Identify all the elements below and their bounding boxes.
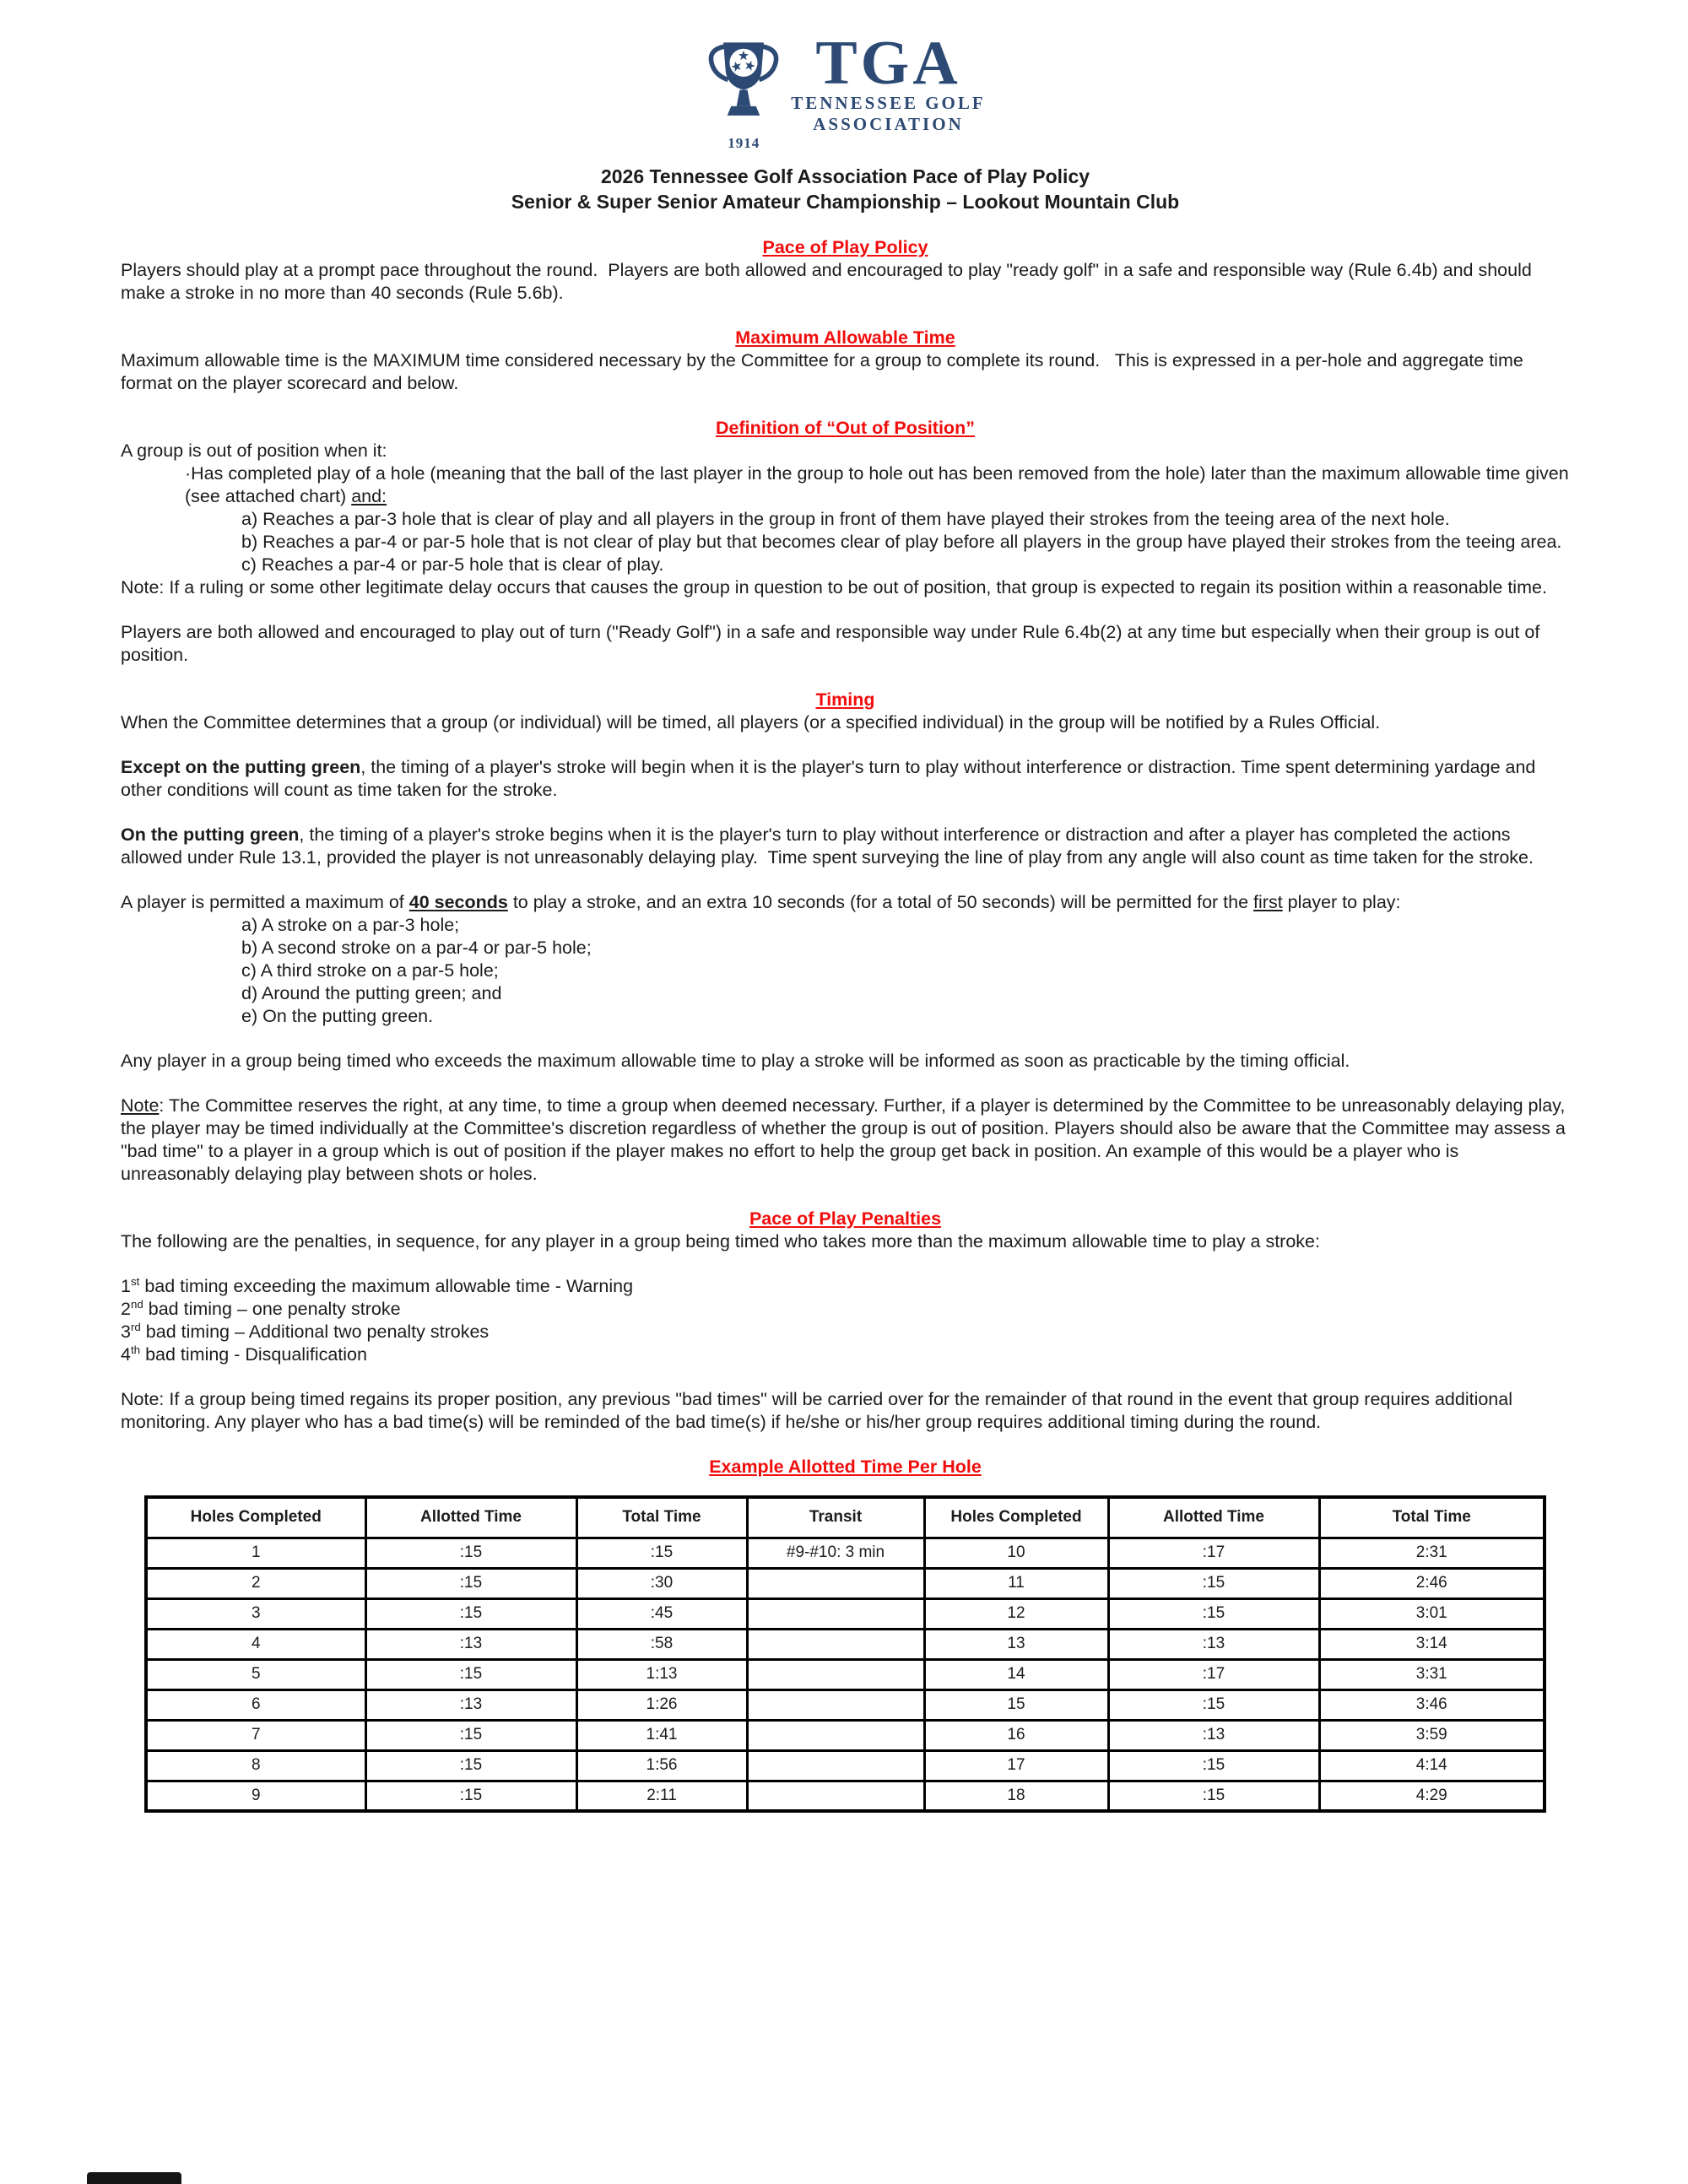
table-row — [146, 1538, 1545, 1568]
table-cell: :15 — [1108, 1568, 1319, 1598]
table-cell: :15 — [1108, 1750, 1319, 1781]
table-cell: 5 — [146, 1659, 365, 1689]
paragraph-max-time: Maximum allowable time is the MAXIMUM time considered necessary by the Committee for a group to complete its round. This is expressed in a per-hole and aggregate time format on the player scorecard and below. — [121, 350, 1528, 393]
col-header-total-time-back: Total Time — [1319, 1497, 1545, 1538]
table-cell: 14 — [924, 1659, 1108, 1689]
penalty-1-ordinal: 1 — [121, 1276, 131, 1296]
table-cell: 9 — [146, 1781, 365, 1811]
table-cell: :15 — [365, 1538, 576, 1568]
table-cell: :17 — [1108, 1538, 1319, 1568]
table-cell: 2:31 — [1319, 1538, 1545, 1568]
penalty-3-text: bad timing – Additional two penalty strokes — [140, 1322, 490, 1342]
table-row — [146, 1781, 1545, 1811]
section-heading-example-allotted-time: Example Allotted Time Per Hole — [709, 1457, 982, 1477]
committee-note-label: Note — [121, 1095, 160, 1116]
table-cell — [747, 1750, 924, 1781]
on-putting-green-bold: On the putting green — [121, 824, 300, 845]
logo-year: 1914 — [728, 135, 760, 151]
table-cell: 1:13 — [576, 1659, 747, 1689]
table-cell: #9-#10: 3 min — [747, 1538, 924, 1568]
penalty-3-sup: rd — [130, 1320, 141, 1333]
section-heading-penalties: Pace of Play Penalties — [749, 1208, 942, 1229]
allotted-time-table-head — [146, 1497, 1545, 1538]
table-cell — [747, 1568, 924, 1598]
list-item-stroke-a: a) A stroke on a par-3 hole; — [241, 915, 460, 935]
penalty-1-text: bad timing exceeding the maximum allowable time - Warning — [139, 1276, 634, 1296]
allotted-time-table — [144, 1495, 1546, 1813]
tga-logo-inner — [705, 29, 986, 152]
table-cell: 1 — [146, 1538, 365, 1568]
oop-bullet-and: and: — [351, 486, 387, 506]
table-cell: :30 — [576, 1568, 747, 1598]
doc-title-line2: Senior & Super Senior Amateur Championship – Lookout Mountain Club — [511, 191, 1180, 213]
org-name-line1: TENNESSEE GOLF — [791, 93, 986, 113]
penalty-4-sup: th — [130, 1343, 141, 1356]
table-cell: :15 — [1108, 1781, 1319, 1811]
except-putting-green-bold: Except on the putting green — [121, 757, 361, 777]
table-row — [146, 1689, 1545, 1720]
paragraph-oop-bullet — [121, 462, 1574, 508]
table-cell: 2:11 — [576, 1781, 747, 1811]
allotted-time-table-wrap — [121, 1495, 1570, 1813]
table-cell: 2:46 — [1319, 1568, 1545, 1598]
col-header-total-time-front: Total Time — [576, 1497, 747, 1538]
table-cell: :45 — [576, 1598, 747, 1629]
table-cell — [747, 1720, 924, 1750]
logo-text-column — [791, 29, 986, 135]
next-page-edge-artifact — [87, 2172, 181, 2184]
except-putting-green-rest: , the timing of a player's stroke will begin when it is the player's turn to play without interference or distraction. Time spent determining yardage and other conditions will count as time taken for the stroke. — [121, 757, 1541, 800]
trophy-column — [705, 34, 782, 152]
table-row — [146, 1659, 1545, 1689]
penalty-4-ordinal: 4 — [121, 1344, 131, 1365]
table-cell: 4:29 — [1319, 1781, 1545, 1811]
col-header-holes-completed-back: Holes Completed — [924, 1497, 1108, 1538]
penalty-2-text: bad timing – one penalty stroke — [143, 1299, 401, 1319]
table-cell — [747, 1781, 924, 1811]
table-cell: 2 — [146, 1568, 365, 1598]
oop-bullet-text: ·Has completed play of a hole (meaning that the ball of the last player in the group to hole out has been removed from the hole) later than the maximum allowable time given (see attached chart) — [185, 463, 1574, 506]
col-header-allotted-time-front: Allotted Time — [365, 1497, 576, 1538]
table-cell: 16 — [924, 1720, 1108, 1750]
table-cell — [747, 1598, 924, 1629]
table-cell: :15 — [365, 1781, 576, 1811]
table-row — [146, 1629, 1545, 1659]
list-item-stroke-d: d) Around the putting green; and — [241, 983, 502, 1003]
table-cell: 3:14 — [1319, 1629, 1545, 1659]
paragraph-penalties-intro: The following are the penalties, in sequence, for any player in a group being timed who takes more than the maximum allowable time to play a stroke: — [121, 1231, 1320, 1251]
table-cell: :58 — [576, 1629, 747, 1659]
table-cell: 3:59 — [1319, 1720, 1545, 1750]
table-cell: :13 — [1108, 1629, 1319, 1659]
table-cell: 11 — [924, 1568, 1108, 1598]
table-cell: 3:46 — [1319, 1689, 1545, 1720]
paragraph-timing-notify: When the Committee determines that a group (or individual) will be timed, all players (or a specified individual) in the group will be notified by a Rules Official. — [121, 712, 1381, 733]
trophy-base — [728, 106, 760, 116]
forty-pre: A player is permitted a maximum of — [121, 892, 409, 912]
table-cell: 4 — [146, 1629, 365, 1659]
table-cell: :13 — [365, 1689, 576, 1720]
paragraph-oop-intro: A group is out of position when it: — [121, 441, 387, 461]
list-item-stroke-c: c) A third stroke on a par-5 hole; — [241, 960, 499, 981]
on-putting-green-rest: , the timing of a player's stroke begins when it is the player's turn to play without interference or distraction and after a player has completed the actions allowed under Rule 13.1, provided the player is not unreasonably delaying play. Time spent surveying the line of play from any angle will also count as time taken for the stroke. — [121, 824, 1534, 868]
table-cell: 8 — [146, 1750, 365, 1781]
table-cell: 10 — [924, 1538, 1108, 1568]
paragraph-40-seconds — [121, 891, 1570, 914]
col-header-transit: Transit — [747, 1497, 924, 1538]
paragraph-exceeds-informed: Any player in a group being timed who exceeds the maximum allowable time to play a stroke will be informed as soon as practicable by the timing official. — [121, 1051, 1350, 1071]
table-header-row — [146, 1497, 1545, 1538]
list-item-oop-a: a) Reaches a par-3 hole that is clear of play and all players in the group in front of them have played their strokes from the teeing area of the next hole. — [241, 509, 1450, 529]
paragraph-committee-note — [121, 1095, 1570, 1186]
trophy-stem — [737, 90, 751, 106]
paragraph-policy: Players should play at a prompt pace throughout the round. Players are both allowed and encouraged to play "ready golf" in a safe and responsible way (Rule 6.4b) and should make a stroke in no more than 40 seconds (Rule 5.6b). — [121, 260, 1537, 303]
table-cell: 3:31 — [1319, 1659, 1545, 1689]
table-cell: 17 — [924, 1750, 1108, 1781]
table-cell: :15 — [365, 1750, 576, 1781]
section-heading-pace-of-play-policy: Pace of Play Policy — [762, 237, 928, 257]
penalty-item-2 — [121, 1298, 1570, 1321]
penalty-2-ordinal: 2 — [121, 1299, 131, 1319]
table-cell — [747, 1689, 924, 1720]
table-cell: :15 — [1108, 1598, 1319, 1629]
paragraph-on-putting-green — [121, 824, 1570, 869]
list-item-stroke-e: e) On the putting green. — [241, 1006, 434, 1026]
table-cell: :13 — [1108, 1720, 1319, 1750]
penalty-item-1 — [121, 1275, 1570, 1298]
doc-title-line1: 2026 Tennessee Golf Association Pace of Play Policy — [600, 165, 1090, 187]
col-header-allotted-time-back: Allotted Time — [1108, 1497, 1319, 1538]
penalty-item-4 — [121, 1343, 1570, 1366]
list-item-oop-c: c) Reaches a par-4 or par-5 hole that is clear of play. — [241, 554, 664, 575]
trophy-icon — [705, 34, 782, 137]
tga-logo — [121, 29, 1570, 152]
paragraph-penalties-note: Note: If a group being timed regains its proper position, any previous "bad times" will be carried over for the remainder of that round in the event that group requires additional monitoring. Any player who has a bad time(s) will be reminded of the bad time(s) if he/she or his/her group requires additional timing during the round. — [121, 1389, 1518, 1432]
table-cell: 15 — [924, 1689, 1108, 1720]
table-cell: 7 — [146, 1720, 365, 1750]
first-underline: first — [1253, 892, 1283, 912]
section-heading-maximum-allowable-time: Maximum Allowable Time — [735, 327, 955, 348]
list-item-stroke-b: b) A second stroke on a par-4 or par-5 hole; — [241, 938, 592, 958]
table-cell: 1:26 — [576, 1689, 747, 1720]
org-name-line2: ASSOCIATION — [813, 114, 964, 134]
table-cell: 13 — [924, 1629, 1108, 1659]
table-cell: :15 — [365, 1659, 576, 1689]
allotted-time-table-body — [146, 1538, 1545, 1811]
paragraph-except-putting-green — [121, 756, 1570, 802]
forty-post: player to play: — [1282, 892, 1401, 912]
penalty-3-ordinal: 3 — [121, 1322, 131, 1342]
table-cell: :15 — [365, 1568, 576, 1598]
forty-mid: to play a stroke, and an extra 10 seconds (for a total of 50 seconds) will be permitted for the — [507, 892, 1254, 912]
col-header-holes-completed-front: Holes Completed — [146, 1497, 365, 1538]
committee-note-rest: : The Committee reserves the right, at any time, to time a group when deemed necessary. Further, if a player is determined by the Committee to be unreasonably delaying play, the player may be timed individually at the Committee's discretion regardless of whether the group is out of position. Players should also be aware that the Committee may assess a "bad time" to a player in a group which is out of position if the player makes no effort to help the group get back in position. An example of this would be a player who is unreasonably delaying play between shots or holes. — [121, 1095, 1571, 1184]
table-row — [146, 1750, 1545, 1781]
table-row — [146, 1720, 1545, 1750]
list-item-oop-b: b) Reaches a par-4 or par-5 hole that is not clear of play but that becomes clear of play before all players in the group have played their strokes from the teeing area. — [241, 532, 1562, 552]
section-heading-timing: Timing — [815, 689, 875, 710]
section-heading-out-of-position: Definition of “Out of Position” — [716, 418, 975, 438]
table-cell: :15 — [1108, 1689, 1319, 1720]
table-row — [146, 1598, 1545, 1629]
table-cell: 3:01 — [1319, 1598, 1545, 1629]
table-cell — [747, 1659, 924, 1689]
table-cell — [747, 1629, 924, 1659]
table-cell: :13 — [365, 1629, 576, 1659]
penalty-2-sup: nd — [130, 1297, 143, 1311]
table-cell: :15 — [365, 1598, 576, 1629]
penalty-1-sup: st — [130, 1274, 140, 1288]
table-cell: 1:41 — [576, 1720, 747, 1750]
paragraph-ready-golf: Players are both allowed and encouraged to play out of turn ("Ready Golf") in a safe and responsible way under Rule 6.4b(2) at any time but especially when their group is out of position. — [121, 622, 1545, 665]
penalty-4-text: bad timing - Disqualification — [140, 1344, 367, 1365]
table-cell: :15 — [576, 1538, 747, 1568]
table-cell: 1:56 — [576, 1750, 747, 1781]
table-cell: 18 — [924, 1781, 1108, 1811]
org-name-abbrev: TGA — [815, 29, 961, 98]
table-cell: 12 — [924, 1598, 1108, 1629]
table-cell: :17 — [1108, 1659, 1319, 1689]
table-cell: 6 — [146, 1689, 365, 1720]
table-cell: 4:14 — [1319, 1750, 1545, 1781]
table-row — [146, 1568, 1545, 1598]
table-cell: 3 — [146, 1598, 365, 1629]
penalty-item-3 — [121, 1321, 1570, 1343]
forty-seconds-strong: 40 seconds — [408, 892, 508, 912]
table-cell: :15 — [365, 1720, 576, 1750]
paragraph-oop-note: Note: If a ruling or some other legitimate delay occurs that causes the group in question to be out of position, that group is expected to regain its position within a reasonable time. — [121, 577, 1547, 597]
